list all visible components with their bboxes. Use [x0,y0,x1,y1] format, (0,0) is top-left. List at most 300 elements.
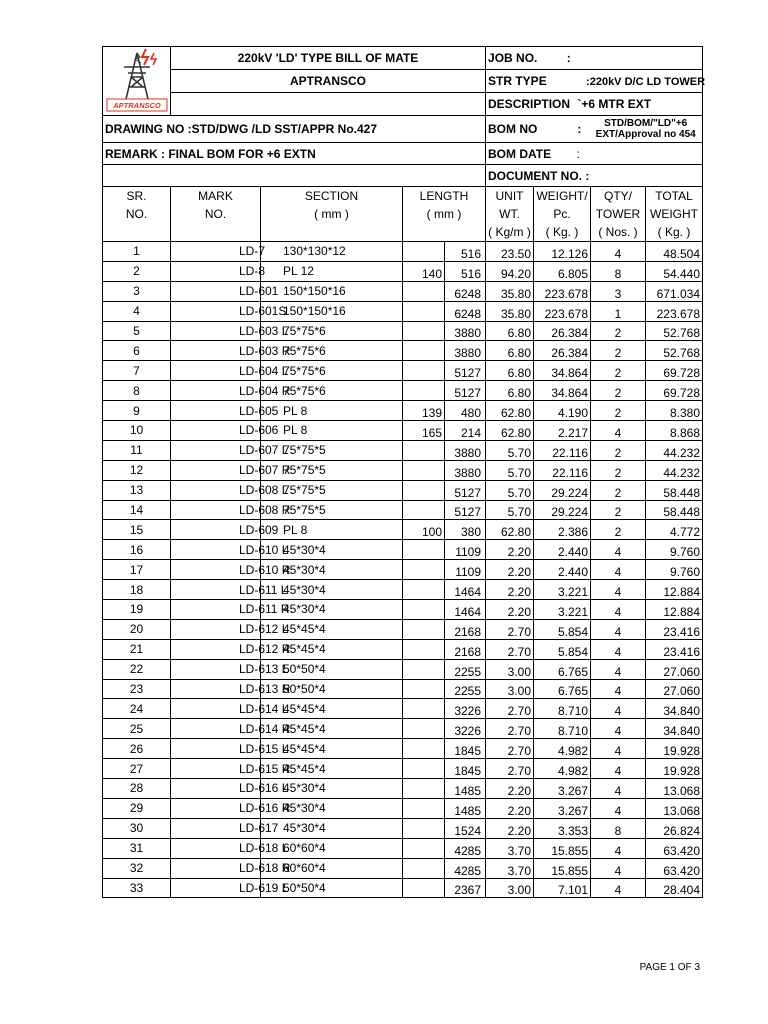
cell-unit: 2.70 [486,619,534,639]
cell-section: 50*50*4 [261,878,403,898]
table-row [103,858,703,878]
cell-len1 [403,719,445,739]
bom-sheet [102,46,706,898]
cell-len2: 3226 [445,719,486,739]
cell-qty: 2 [591,401,646,421]
cell-total: 48.504 [646,242,703,262]
cell-unit: 6.80 [486,381,534,401]
cell-mark: LD-606 [171,421,261,441]
cell-len1 [403,619,445,639]
column-header-row [103,187,703,206]
cell-section: 75*75*6 [261,341,403,361]
cell-len2: 1845 [445,739,486,759]
cell-len1 [403,361,445,381]
cell-wpc: 22.116 [534,440,591,460]
column-header-cell: SR. [103,187,171,206]
cell-len2: 2168 [445,639,486,659]
cell-len1 [403,759,445,779]
cell-sr: 18 [103,580,171,600]
column-header-cell: UNIT [486,187,534,206]
cell-len1 [403,858,445,878]
cell-mark: LD-609 [171,520,261,540]
cell-total: 13.068 [646,779,703,799]
cell-len2: 2367 [445,878,486,898]
cell-len1 [403,500,445,520]
table-row [103,560,703,580]
cell-wpc: 12.126 [534,242,591,262]
cell-section: 150*150*16 [261,301,403,321]
cell-sr: 13 [103,480,171,500]
cell-wpc: 2.440 [534,560,591,580]
cell-len2: 1109 [445,560,486,580]
cell-wpc: 3.221 [534,580,591,600]
cell-qty: 4 [591,798,646,818]
cell-wpc: 34.864 [534,381,591,401]
column-headers [103,187,703,242]
cell-total: 9.760 [646,560,703,580]
column-header-cell: SECTION [261,187,403,206]
table-row [103,619,703,639]
cell-wpc: 2.386 [534,520,591,540]
cell-len2: 516 [445,261,486,281]
cell-qty: 4 [591,779,646,799]
document-no: DOCUMENT NO. : [486,165,703,187]
cell-wpc: 223.678 [534,301,591,321]
cell-section: 45*30*4 [261,580,403,600]
cell-total: 19.928 [646,739,703,759]
cell-unit: 3.70 [486,858,534,878]
cell-qty: 4 [591,600,646,620]
cell-qty: 2 [591,520,646,540]
cell-total: 34.840 [646,699,703,719]
column-header-cell [261,223,403,242]
cell-qty: 4 [591,560,646,580]
cell-wpc: 29.224 [534,500,591,520]
cell-len1 [403,580,445,600]
table-row [103,261,703,281]
cell-sr: 28 [103,779,171,799]
cell-total: 26.824 [646,818,703,838]
cell-len2: 3880 [445,341,486,361]
cell-section: PL 8 [261,421,403,441]
table-row [103,281,703,301]
cell-len2: 3880 [445,321,486,341]
cell-len2: 480 [445,401,486,421]
cell-len1 [403,679,445,699]
cell-sr: 24 [103,699,171,719]
cell-mark: LD-613 R [171,679,261,699]
cell-sr: 2 [103,261,171,281]
cell-total: 63.420 [646,858,703,878]
cell-mark: LD-611 L [171,580,261,600]
cell-section: 45*30*4 [261,798,403,818]
cell-qty: 2 [591,480,646,500]
str-type-label: STR TYPE [488,74,547,88]
cell-len2: 1845 [445,759,486,779]
cell-len2: 5127 [445,381,486,401]
cell-sr: 11 [103,440,171,460]
cell-qty: 8 [591,261,646,281]
cell-sr: 31 [103,838,171,858]
cell-len2: 4285 [445,838,486,858]
cell-sr: 8 [103,381,171,401]
cell-wpc: 223.678 [534,281,591,301]
cell-section: 50*50*4 [261,679,403,699]
cell-len2: 1485 [445,779,486,799]
cell-qty: 4 [591,679,646,699]
cell-sr: 29 [103,798,171,818]
cell-len2: 516 [445,242,486,262]
cell-len2: 5127 [445,361,486,381]
cell-unit: 2.70 [486,739,534,759]
table-row [103,381,703,401]
cell-mark: LD-601S [171,301,261,321]
svg-text:APTRANSCO: APTRANSCO [112,101,161,110]
cell-mark: LD-7 [171,242,261,262]
cell-len1 [403,798,445,818]
cell-section: 45*45*4 [261,759,403,779]
description-label: DESCRIPTION [488,97,571,111]
cell-len1 [403,242,445,262]
cell-sr: 19 [103,600,171,620]
cell-sr: 16 [103,540,171,560]
column-header-cell: WEIGHT [646,205,703,223]
cell-len1 [403,878,445,898]
cell-qty: 4 [591,659,646,679]
cell-unit: 2.20 [486,540,534,560]
bom-no-field [486,116,703,143]
job-no-label: JOB NO. [488,51,538,65]
cell-wpc: 26.384 [534,321,591,341]
cell-qty: 4 [591,838,646,858]
cell-total: 12.884 [646,600,703,620]
cell-len1 [403,600,445,620]
cell-section: 75*75*6 [261,321,403,341]
cell-section: 150*150*16 [261,281,403,301]
cell-sr: 6 [103,341,171,361]
column-header-row [103,205,703,223]
cell-mark: LD-604 R [171,381,261,401]
cell-len1: 140 [403,261,445,281]
cell-len2: 3880 [445,460,486,480]
table-row [103,818,703,838]
cell-wpc: 7.101 [534,878,591,898]
table-row [103,659,703,679]
table-row [103,242,703,262]
cell-len2: 2255 [445,659,486,679]
cell-qty: 4 [591,242,646,262]
cell-unit: 6.80 [486,361,534,381]
table-row [103,699,703,719]
cell-len2: 214 [445,421,486,441]
cell-wpc: 34.864 [534,361,591,381]
cell-total: 52.768 [646,321,703,341]
cell-qty: 2 [591,321,646,341]
cell-section: 45*30*4 [261,560,403,580]
cell-sr: 25 [103,719,171,739]
table-row [103,679,703,699]
cell-mark: LD-612 R [171,639,261,659]
cell-mark: LD-614 L [171,699,261,719]
cell-section: 45*30*4 [261,818,403,838]
cell-len1 [403,779,445,799]
bom-date-colon: : [576,146,580,161]
cell-len1 [403,739,445,759]
cell-unit: 62.80 [486,520,534,540]
table-row [103,639,703,659]
cell-len1 [403,540,445,560]
bom-no-value: STD/BOM/"LD"+6 EXT/Approval no 454 [595,118,696,140]
cell-qty: 4 [591,878,646,898]
cell-mark: LD-608 R [171,500,261,520]
cell-len2: 380 [445,520,486,540]
cell-unit: 5.70 [486,500,534,520]
cell-section: 45*30*4 [261,779,403,799]
table-row [103,421,703,441]
cell-qty: 4 [591,580,646,600]
cell-total: 63.420 [646,838,703,858]
column-header-cell: LENGTH [403,187,486,206]
cell-unit: 2.20 [486,818,534,838]
cell-len1 [403,818,445,838]
table-row [103,341,703,361]
cell-total: 8.380 [646,401,703,421]
cell-len2: 6248 [445,281,486,301]
cell-qty: 4 [591,719,646,739]
cell-qty: 4 [591,421,646,441]
cell-section: PL 12 [261,261,403,281]
cell-unit: 23.50 [486,242,534,262]
table-row [103,719,703,739]
cell-total: 9.760 [646,540,703,560]
cell-wpc: 4.982 [534,759,591,779]
logo-cell [103,47,171,116]
cell-unit: 2.70 [486,639,534,659]
cell-total: 69.728 [646,361,703,381]
remark: REMARK : FINAL BOM FOR +6 EXTN [103,143,486,165]
cell-qty: 1 [591,301,646,321]
cell-unit: 5.70 [486,460,534,480]
cell-wpc: 5.854 [534,639,591,659]
cell-len1: 100 [403,520,445,540]
cell-wpc: 5.854 [534,619,591,639]
cell-mark: LD-607 R [171,460,261,480]
cell-len2: 2168 [445,619,486,639]
table-row [103,460,703,480]
table-row [103,520,703,540]
column-header-cell [171,223,261,242]
cell-sr: 26 [103,739,171,759]
cell-len1 [403,341,445,361]
table-row [103,600,703,620]
cell-len1 [403,639,445,659]
cell-mark: LD-616 R [171,798,261,818]
column-header-cell [103,223,171,242]
cell-section: 75*75*5 [261,500,403,520]
cell-qty: 4 [591,739,646,759]
cell-wpc: 6.765 [534,659,591,679]
cell-unit: 2.70 [486,719,534,739]
cell-section: 45*45*4 [261,699,403,719]
cell-len1 [403,699,445,719]
cell-unit: 3.70 [486,838,534,858]
cell-total: 44.232 [646,440,703,460]
cell-mark: LD-618 R [171,858,261,878]
cell-sr: 21 [103,639,171,659]
cell-section: 75*75*5 [261,460,403,480]
cell-qty: 2 [591,440,646,460]
cell-sr: 5 [103,321,171,341]
cell-sr: 23 [103,679,171,699]
cell-sr: 32 [103,858,171,878]
cell-len2: 4285 [445,858,486,878]
cell-wpc: 29.224 [534,480,591,500]
cell-wpc: 4.982 [534,739,591,759]
cell-unit: 35.80 [486,301,534,321]
bom-table [102,46,706,898]
cell-sr: 15 [103,520,171,540]
str-type-value: :220kV D/C LD TOWER [586,76,706,88]
cell-wpc: 22.116 [534,460,591,480]
table-row [103,321,703,341]
cell-sr: 1 [103,242,171,262]
cell-mark: LD-617 [171,818,261,838]
cell-len1 [403,321,445,341]
cell-qty: 4 [591,858,646,878]
cell-qty: 4 [591,759,646,779]
cell-mark: LD-610 L [171,540,261,560]
table-row [103,580,703,600]
job-no-field [486,47,703,70]
cell-total: 12.884 [646,580,703,600]
cell-wpc: 3.267 [534,779,591,799]
column-header-cell: TOTAL [646,187,703,206]
description-field [486,93,703,116]
cell-section: PL 8 [261,520,403,540]
table-row [103,500,703,520]
cell-len2: 2255 [445,679,486,699]
cell-total: 58.448 [646,480,703,500]
cell-wpc: 6.765 [534,679,591,699]
cell-mark: LD-615 L [171,739,261,759]
cell-wpc: 3.221 [534,600,591,620]
cell-sr: 12 [103,460,171,480]
bom-no-colon: : [577,122,582,136]
cell-wpc: 2.440 [534,540,591,560]
cell-section: 45*45*4 [261,639,403,659]
cell-len2: 3226 [445,699,486,719]
cell-len1 [403,281,445,301]
cell-total: 223.678 [646,301,703,321]
cell-unit: 2.70 [486,759,534,779]
cell-total: 54.440 [646,261,703,281]
cell-mark: LD-603 L [171,321,261,341]
column-header-cell [403,223,486,242]
cell-unit: 2.70 [486,699,534,719]
cell-unit: 2.20 [486,779,534,799]
column-header-row [103,223,703,242]
cell-len1 [403,381,445,401]
cell-unit: 62.80 [486,421,534,441]
job-no-colon: : [566,51,571,65]
column-header-cell: NO. [171,205,261,223]
table-row [103,301,703,321]
cell-len1 [403,440,445,460]
cell-section: 75*75*5 [261,480,403,500]
cell-mark: LD-611 R [171,600,261,620]
company-name: APTRANSCO [171,70,486,93]
column-header-cell: NO. [103,205,171,223]
cell-total: 27.060 [646,679,703,699]
cell-sr: 20 [103,619,171,639]
cell-unit: 6.80 [486,321,534,341]
cell-len1 [403,460,445,480]
cell-qty: 3 [591,281,646,301]
cell-total: 44.232 [646,460,703,480]
cell-len2: 5127 [445,480,486,500]
cell-unit: 5.70 [486,480,534,500]
cell-len1 [403,480,445,500]
cell-total: 58.448 [646,500,703,520]
cell-unit: 2.20 [486,560,534,580]
cell-sr: 30 [103,818,171,838]
cell-section: 130*130*12 [261,242,403,262]
cell-wpc: 3.353 [534,818,591,838]
cell-mark: LD-608 L [171,480,261,500]
table-row [103,798,703,818]
cell-mark: LD-616 L [171,779,261,799]
cell-total: 8.868 [646,421,703,441]
column-header-cell: QTY/ [591,187,646,206]
cell-unit: 3.00 [486,659,534,679]
cell-len1: 165 [403,421,445,441]
table-row [103,401,703,421]
column-header-cell: WT. [486,205,534,223]
cell-sr: 9 [103,401,171,421]
cell-mark: LD-619 L [171,878,261,898]
cell-total: 4.772 [646,520,703,540]
cell-section: 45*45*4 [261,739,403,759]
column-header-cell: ( Kg. ) [646,223,703,242]
column-header-cell: ( mm ) [261,205,403,223]
cell-len2: 1464 [445,600,486,620]
cell-len1 [403,659,445,679]
table-row [103,878,703,898]
cell-qty: 2 [591,500,646,520]
cell-qty: 2 [591,460,646,480]
cell-unit: 3.00 [486,878,534,898]
cell-total: 27.060 [646,659,703,679]
cell-wpc: 4.190 [534,401,591,421]
drawing-no: DRAWING NO :STD/DWG /LD SST/APPR No.427 [103,116,486,143]
cell-total: 13.068 [646,798,703,818]
bom-no-label: BOM NO [488,122,538,136]
table-row [103,361,703,381]
cell-sr: 10 [103,421,171,441]
table-row [103,759,703,779]
column-header-cell: Pc. [534,205,591,223]
cell-sr: 14 [103,500,171,520]
cell-qty: 2 [591,341,646,361]
cell-section: 75*75*6 [261,381,403,401]
cell-wpc: 6.805 [534,261,591,281]
cell-unit: 2.20 [486,580,534,600]
cell-unit: 94.20 [486,261,534,281]
cell-qty: 4 [591,619,646,639]
cell-mark: LD-604 L [171,361,261,381]
column-header-cell: TOWER [591,205,646,223]
cell-unit: 2.20 [486,798,534,818]
